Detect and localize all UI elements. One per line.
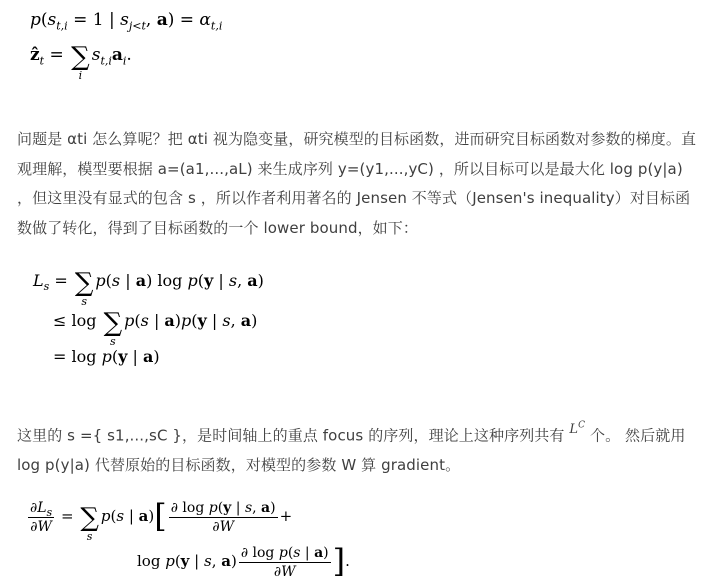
equation-attention-probability: $p(s_{t,i} = 1$ | $s_{j<t}$, $a) = \alpha_{t,i}$ [30,10,223,33]
equation-lower-bound-line1: $L_s$ = ∑ s p(s | a) log p(y | s, a) [33,268,264,308]
equation-context-vector: ẑ$_t$ = ∑ i $s_{t,i}a_i$. [30,42,132,82]
equation-lower-bound-line3: = log p(y | a) [53,347,160,366]
paragraph-focus-sequence [17,412,697,480]
paragraph-focus-sequence-end: 个。 然后就用 log p(y|a) 代替原始的目标函数，对模型的参数 W 算 gradient。 [17,426,686,474]
equation-gradient-line2: log p(y | s, a) $\frac{\text{∂ log p(s | a)}}{\partial W}$ ]. [137,542,350,580]
paragraph-latent-variable-explanation: 问题是 αti 怎么算呢？把 αti 视为隐变量，研究模型的目标函数，进而研究目标函数对参数的梯度。直观理解，模型要根据 a=(a1,...,aL) 来生成序列 y=(y1,...,yC) ，所以目标可以是最大化 log p(y|a) ，但这里没有显式的包含 s ，所以作者利用著名的 Jensen 不等式（Jensen's inequality）对目标函数做了转化，得到了目标函数的一个 lower bound，如下： [17,130,697,237]
equation-gradient-line1: $\frac{\partial L_s}{\partial W}$ = ∑ s p(s | a)[ $\frac{\text{∂ log p(y | s, a)}}{\partial W}$ + [30,497,293,543]
lc-superscript: $L^C$ [569,421,586,438]
paragraph-focus-sequence-start: 这里的 s ={ s1,...,sC }，是时间轴上的重点 focus 的序列，理论上这种序列共有 [17,426,570,445]
equation-lower-bound-line2: ≤ log ∑ s p(s | a)p(y | s, a) [53,308,258,348]
